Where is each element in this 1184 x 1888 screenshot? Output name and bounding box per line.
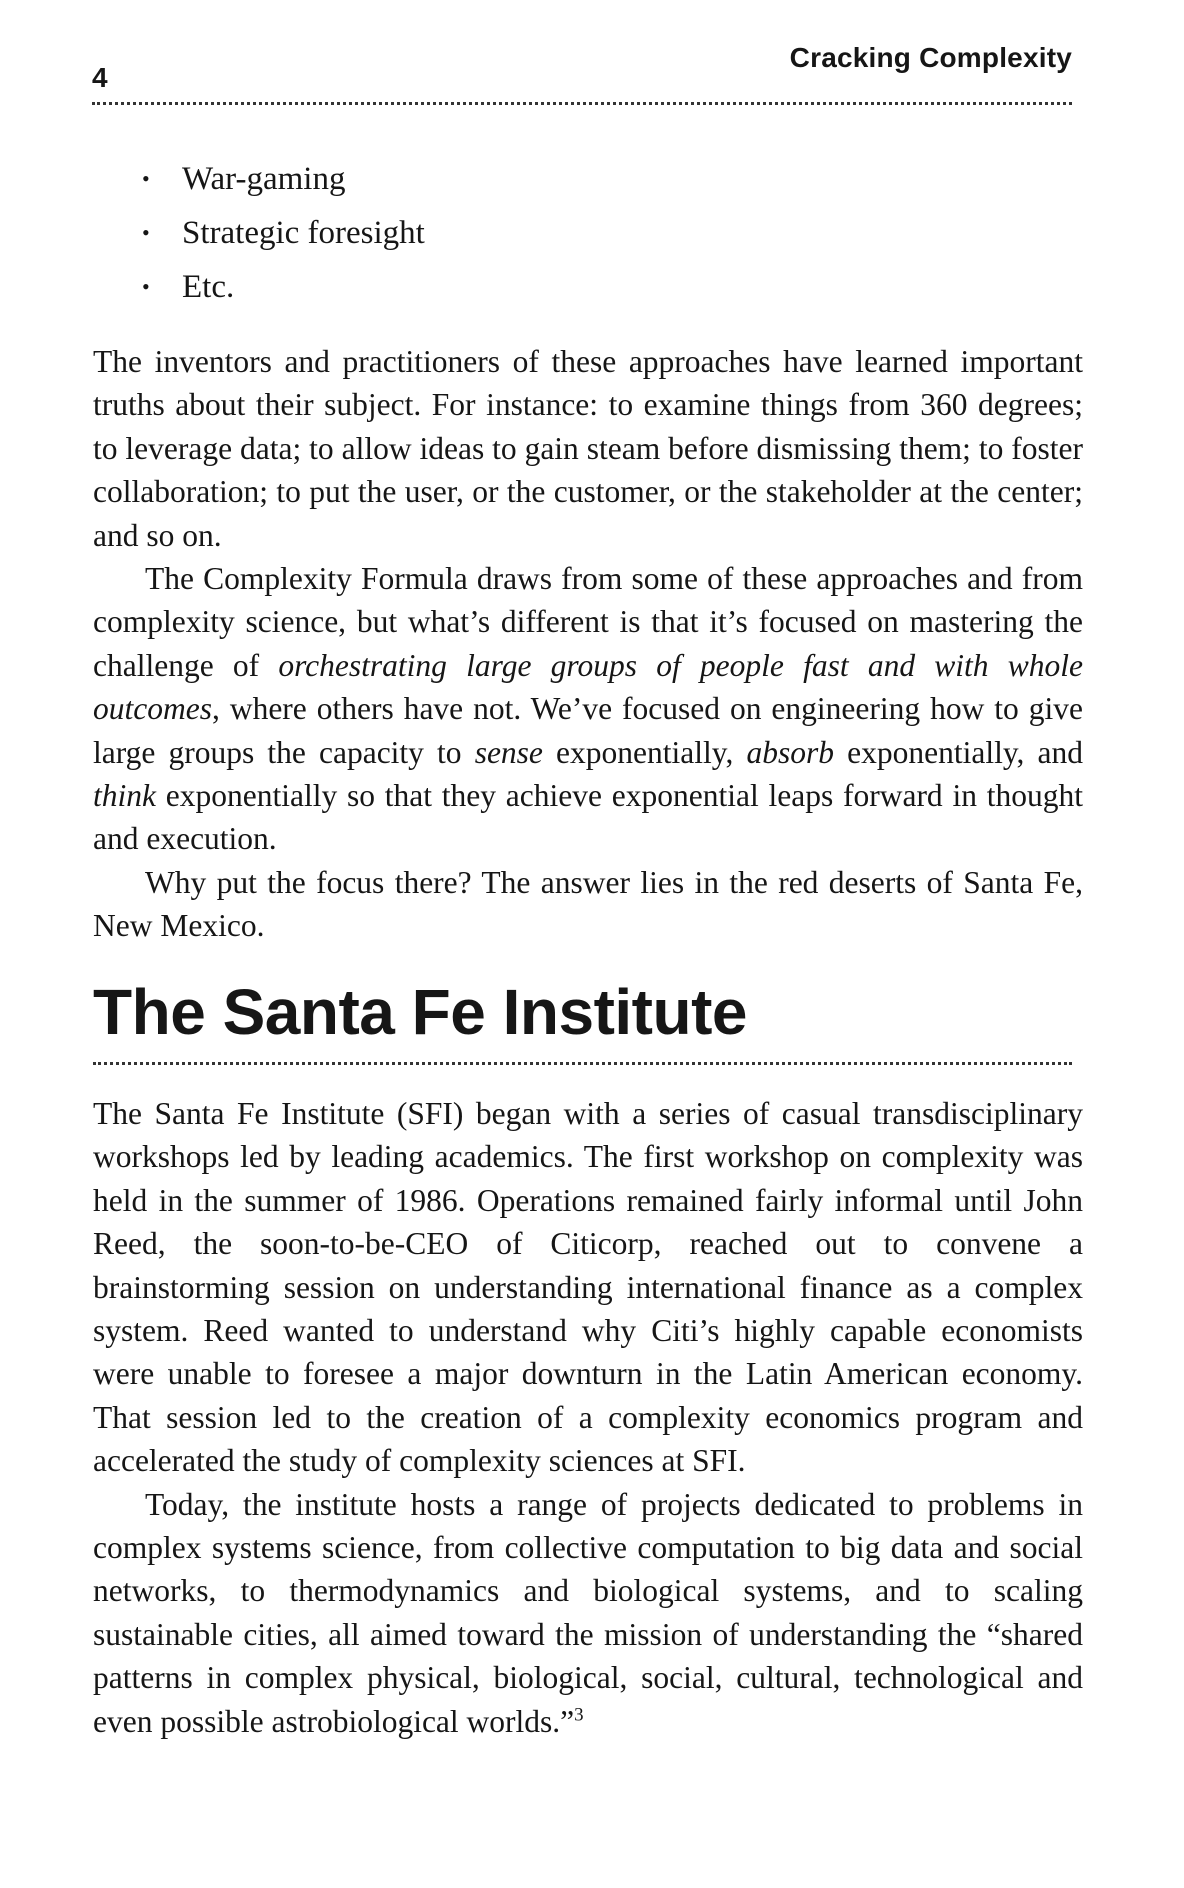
emphasis-sense: sense (474, 734, 543, 770)
bullet-icon: • (142, 166, 150, 191)
section-dotted-rule (93, 1062, 1072, 1065)
bullet-list (140, 152, 425, 314)
paragraph-sfi-history: The Santa Fe Institute (SFI) began with a series of casual transdisciplinary workshops led by leading academics. The first workshop on complexity was held in the summer of 1986. Operations remained fairly informal until John Reed, the soon-to-be-CEO of Citicorp, reached out to convene a brainstorming session on understanding international finance as a complex system. Reed wanted to understand why Citi’s highly capable economists were unable to foresee a major downturn in the Latin American economy. That session led to the creation of a complexity economics program and accelerated the study of complexity sciences at SFI. (93, 1096, 1083, 1479)
paragraph-inventors: The inventors and practitioners of these approaches have learned important truths about their subject. For instance: to examine things from 360 degrees; to leverage data; to allow ideas to gain steam before dismissing them; to foster collaboration; to put the user, or the customer, or the stakeholder at the center; and so on. (93, 344, 1083, 553)
emphasis-think: think (93, 778, 156, 814)
text-block-santa-fe (93, 1092, 1083, 1743)
running-head: Cracking Complexity (789, 42, 1072, 73)
text-block-intro (93, 340, 1083, 948)
paragraph-why-focus: Why put the focus there? The answer lies in the red deserts of Santa Fe, New Mexico. (93, 864, 1083, 944)
list-item-text: Strategic foresight (182, 215, 425, 251)
bullet-icon: • (142, 274, 150, 299)
list-item-text: War-gaming (182, 161, 346, 197)
list-item (140, 152, 425, 206)
footnote-marker: 3 (574, 1704, 584, 1726)
emphasis-orchestrating: orchestrating large groups of people fast and with whole outcomes (93, 647, 1083, 727)
emphasis-absorb: absorb (746, 734, 834, 770)
paragraph-complexity-formula: The Complexity Formula draws from some of these approaches and from complexity science, but what’s different is that it’s focused on mastering the challenge of orchestrating large groups of people fast and with whole outcomes, where others have not. We’ve focused on engineering how to give large groups the capacity to sense exponentially, absorb exponentially, and think exponentially so that they achieve exponential leaps forward in thought and execution. (93, 561, 1084, 857)
header-dotted-rule (92, 102, 1072, 105)
section-heading: The Santa Fe Institute (93, 976, 747, 1048)
page-number: 4 (92, 62, 108, 93)
list-item (140, 206, 425, 260)
list-item (140, 260, 425, 314)
list-item-text: Etc. (182, 269, 235, 305)
bullet-icon: • (142, 220, 150, 245)
page-header (92, 40, 1072, 100)
paragraph-sfi-today: Today, the institute hosts a range of projects dedicated to problems in complex systems science, from collective computation to big data and social networks, to thermodynamics and biological systems, and to scaling sustainable cities, all aimed toward the mission of understanding the “shared patterns in complex physical, biological, social, cultural, technological and even possible astrobiological worlds.”$^3$ (93, 1486, 1083, 1739)
